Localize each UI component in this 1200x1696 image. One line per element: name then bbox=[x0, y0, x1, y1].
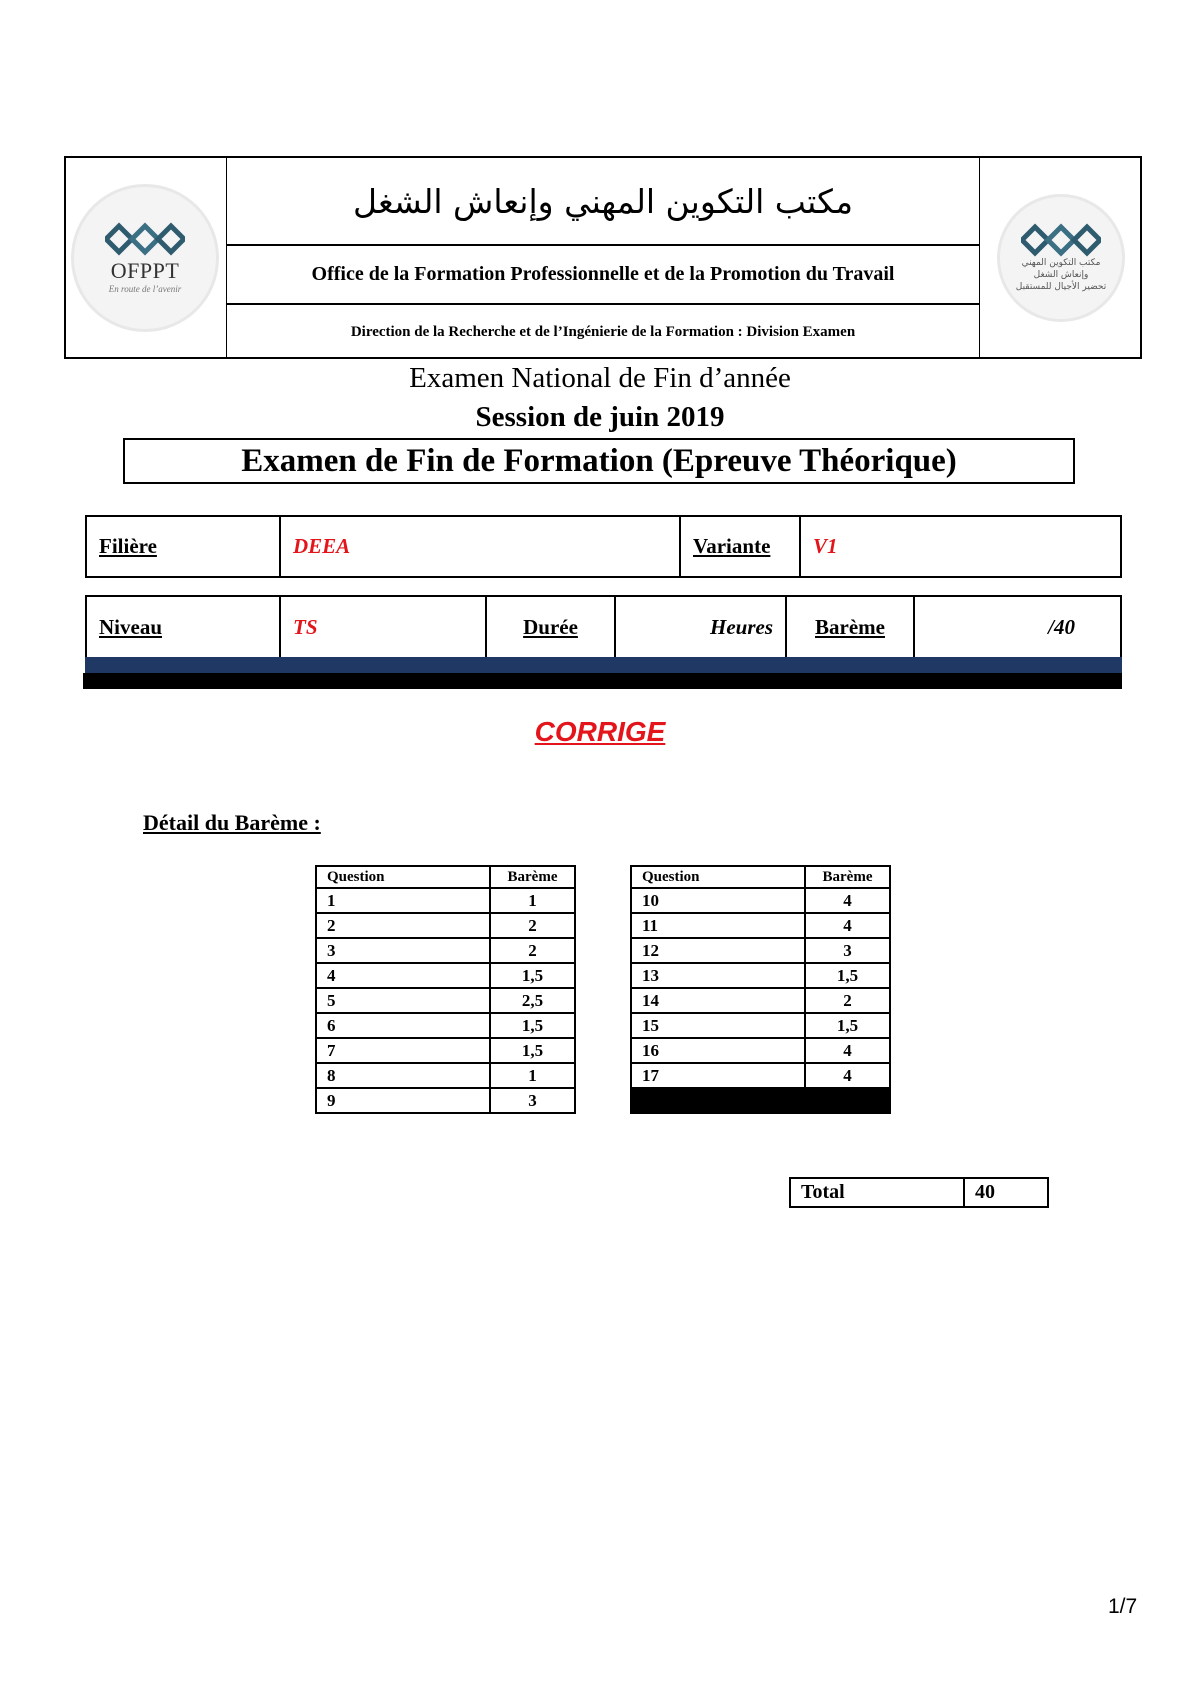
header-logo-left-cell bbox=[64, 156, 227, 359]
question-cell: 14 bbox=[631, 988, 805, 1013]
exam-type-box: Examen de Fin de Formation (Epreuve Théorique) bbox=[123, 438, 1075, 484]
question-cell: 12 bbox=[631, 938, 805, 963]
corrige-heading: CORRIGE bbox=[534, 716, 666, 747]
table-row bbox=[631, 1038, 890, 1063]
question-cell: 5 bbox=[316, 988, 490, 1013]
column-header-question: Question bbox=[316, 866, 490, 888]
table-row bbox=[316, 988, 575, 1013]
table-row bbox=[631, 938, 890, 963]
duree-value: Heures bbox=[615, 596, 786, 658]
exam-title: Examen National de Fin d’année bbox=[409, 362, 791, 394]
table-row bbox=[631, 888, 890, 913]
filled-cell bbox=[631, 1088, 890, 1113]
question-cell: 3 bbox=[316, 938, 490, 963]
ofppt-arabic-logo bbox=[1000, 197, 1122, 319]
table-row bbox=[316, 913, 575, 938]
table-row bbox=[316, 963, 575, 988]
table-row bbox=[316, 1063, 575, 1088]
bareme-cell: 1,5 bbox=[490, 1038, 575, 1063]
bareme-cell: 3 bbox=[490, 1088, 575, 1113]
total-table bbox=[789, 1177, 1049, 1208]
separator-bar-black bbox=[83, 673, 1122, 689]
question-cell: 1 bbox=[316, 888, 490, 913]
detail-bareme-heading: Détail du Barème : bbox=[143, 810, 321, 835]
header-logo-right-cell bbox=[979, 156, 1142, 359]
question-cell: 4 bbox=[316, 963, 490, 988]
ofppt-diamonds-icon bbox=[1021, 223, 1101, 257]
bareme-value: /40 bbox=[914, 596, 1121, 658]
table-row-filled bbox=[631, 1088, 890, 1113]
bareme-cell: 1,5 bbox=[490, 963, 575, 988]
question-cell: 17 bbox=[631, 1063, 805, 1088]
table-row bbox=[631, 1063, 890, 1088]
bareme-cell: 2 bbox=[490, 938, 575, 963]
bareme-cell: 1 bbox=[490, 888, 575, 913]
variante-label: Variante bbox=[680, 516, 800, 577]
question-cell: 11 bbox=[631, 913, 805, 938]
bareme-cell: 4 bbox=[805, 888, 890, 913]
niveau-value: TS bbox=[280, 596, 486, 658]
header-direction: Direction de la Recherche et de l’Ingénierie de la Formation : Division Examen bbox=[350, 323, 856, 340]
table-row bbox=[631, 913, 890, 938]
bareme-cell: 2 bbox=[490, 913, 575, 938]
ofppt-diamonds-icon bbox=[105, 222, 185, 256]
bareme-cell: 2,5 bbox=[490, 988, 575, 1013]
header-arabic-title: مكتب التكوين المهني وإنعاش الشغل bbox=[352, 181, 854, 221]
question-cell: 10 bbox=[631, 888, 805, 913]
bareme-table-right bbox=[630, 865, 891, 1114]
bareme-cell: 4 bbox=[805, 1063, 890, 1088]
bareme-cell: 1,5 bbox=[805, 963, 890, 988]
header-divider bbox=[227, 303, 979, 305]
total-label: Total bbox=[790, 1178, 964, 1207]
page-number: 1/7 bbox=[1108, 1595, 1138, 1618]
table-row bbox=[316, 1088, 575, 1113]
header-office: Office de la Formation Professionnelle et de la Promotion du Travail bbox=[311, 262, 895, 285]
bareme-cell: 4 bbox=[805, 913, 890, 938]
question-cell: 6 bbox=[316, 1013, 490, 1038]
column-header-question: Question bbox=[631, 866, 805, 888]
duree-label: Durée bbox=[486, 596, 615, 658]
question-cell: 15 bbox=[631, 1013, 805, 1038]
logo-arabic-line: تحضير الأجيال للمستقبل bbox=[1015, 281, 1107, 292]
bareme-cell: 1 bbox=[490, 1063, 575, 1088]
bareme-cell: 1,5 bbox=[490, 1013, 575, 1038]
bareme-cell: 3 bbox=[805, 938, 890, 963]
bareme-cell: 1,5 bbox=[805, 1013, 890, 1038]
table-row bbox=[631, 1013, 890, 1038]
question-cell: 2 bbox=[316, 913, 490, 938]
bareme-label: Barème bbox=[786, 596, 914, 658]
question-cell: 13 bbox=[631, 963, 805, 988]
bareme-table-left bbox=[315, 865, 576, 1114]
question-cell: 7 bbox=[316, 1038, 490, 1063]
bareme-cell: 4 bbox=[805, 1038, 890, 1063]
table-row bbox=[631, 988, 890, 1013]
column-header-bareme: Barème bbox=[490, 866, 575, 888]
question-cell: 8 bbox=[316, 1063, 490, 1088]
table-row bbox=[316, 938, 575, 963]
column-header-bareme: Barème bbox=[805, 866, 890, 888]
info-table-niveau bbox=[85, 595, 1122, 659]
bareme-cell: 2 bbox=[805, 988, 890, 1013]
table-row bbox=[631, 963, 890, 988]
logo-name: OFPPT bbox=[110, 257, 180, 283]
logo-tagline: En route de l’avenir bbox=[108, 283, 182, 294]
table-row bbox=[316, 1038, 575, 1063]
filiere-value: DEEA bbox=[280, 516, 680, 577]
total-value: 40 bbox=[964, 1178, 1048, 1207]
table-row bbox=[316, 888, 575, 913]
logo-arabic-line: مكتب التكوين المهني bbox=[1021, 257, 1101, 268]
variante-value: V1 bbox=[800, 516, 1121, 577]
ofppt-logo bbox=[74, 187, 216, 329]
question-cell: 9 bbox=[316, 1088, 490, 1113]
logo-arabic-line: وإنعاش الشغل bbox=[1033, 269, 1089, 280]
niveau-label: Niveau bbox=[86, 596, 280, 658]
table-row bbox=[316, 1013, 575, 1038]
exam-session: Session de juin 2019 bbox=[475, 401, 725, 433]
question-cell: 16 bbox=[631, 1038, 805, 1063]
separator-bar-navy bbox=[85, 657, 1122, 674]
filiere-label: Filière bbox=[86, 516, 280, 577]
info-table-filiere bbox=[85, 515, 1122, 578]
